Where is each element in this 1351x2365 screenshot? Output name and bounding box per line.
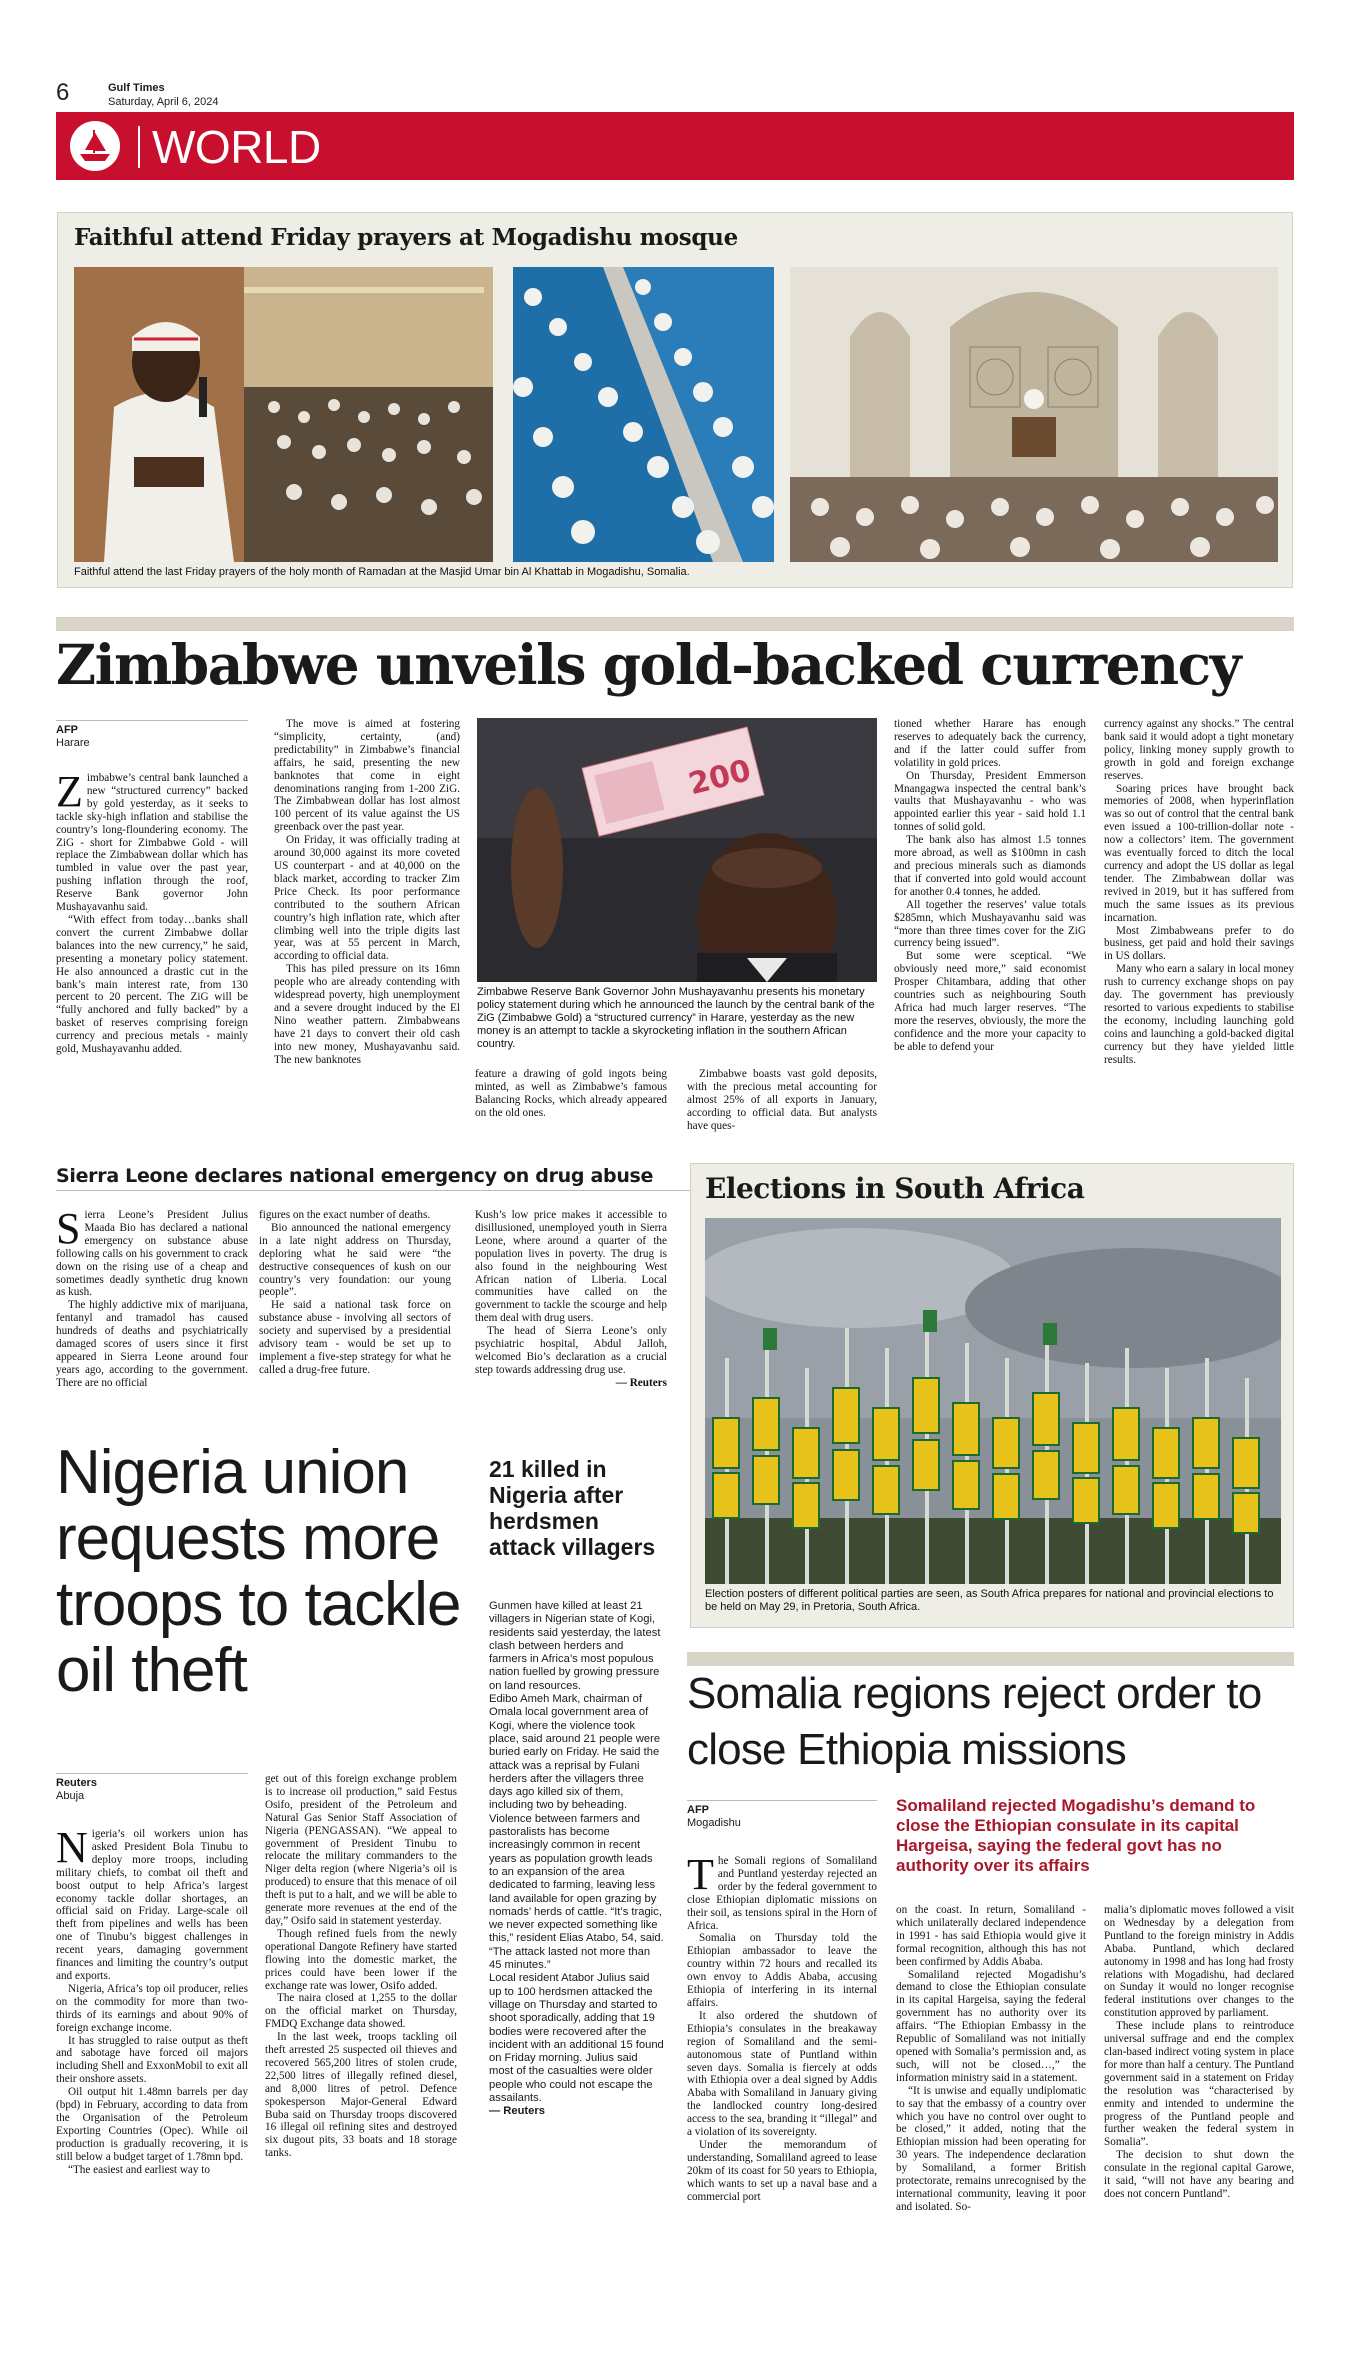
- sierra-signature: — Reuters: [615, 1376, 667, 1389]
- zimbabwe-top-rule: [56, 617, 1294, 631]
- sierra-col3: [475, 1209, 667, 1441]
- somalia-col2: [896, 1904, 1086, 2334]
- somalia-col3-p2: These include plans to reintroduce universal suffrage and end the complex clan-based indirect voting system in place for more than half a century. The Puntland government said in a statement on Friday the resolution was “characterised by enmity and intended to undermine the progress of the Puntland people and further weaken the federal system in Somalia”.: [1104, 2020, 1294, 2149]
- mogadishu-title: Faithful attend Friday prayers at Mogadishu mosque: [74, 224, 738, 251]
- zimbabwe-col5-p3: Most Zimbabweans prefer to do business, get paid and hold their savings in US dollars.: [1104, 924, 1294, 963]
- nigeria-oil-col1-p5: “The easiest and earliest way to: [68, 2163, 210, 2176]
- somalia-col2-p1: on the coast. In return, Somaliland - which unilaterally declared independence in 1991 - has said Ethiopia would give it formal recognition, although this has not been confirmed by Addis Ababa.: [896, 1904, 1086, 1968]
- zimbabwe-col3b-p1: Zimbabwe boasts vast gold deposits, with the precious metal accounting for almost 25% of all exports in January, according to official data. But analysts have ques-: [687, 1068, 877, 1132]
- kogi-p4: Local resident Atabor Julius said up to 100 herdsmen attacked the village on Thursday and started to shoot sporadically, adding that 19 bodies were recovered after the incident with an additional 15 found on Friday morning. Julius said most of the casualties were older people who could not escape the assailants.: [489, 1972, 664, 2104]
- zimbabwe-col1-p1: Zimbabwe’s central bank launched a new “structured currency” backed by gold yesterday, as it seeks to tackle sky-high inflation and stabilise the country’s long-floundering economy. The ZiG - short for Zimbabwe Gold - will replace the Zimbabwean dollar which has tumbled in value over the past year, pushing inflation through the roof, Reserve Bank governor John Mushayavanhu said.: [56, 772, 248, 914]
- kogi-body: [489, 1600, 664, 2335]
- nigeria-oil-col2-p1: get out of this foreign exchange problem is to increase oil production,” said Festus Osifo, president of the Petroleum and Natural Gas Senior Staff Association of Nigeria (PENGASSAN). “We appeal to government of President Tinubu to relocate the military commanders to the Niger delta region (where Nigeria’s oil is produced) to ensure that this menace of oil theft is put to a halt, and we will be able to generate more revenues at the end of the day,” Osifo said in statement yesterday.: [265, 1773, 457, 1927]
- section-banner: [56, 112, 1294, 180]
- zimbabwe-governor-photo: [477, 718, 877, 982]
- zimbabwe-col3a-p1: feature a drawing of gold ingots being minted, as well as Zimbabwe’s famous Balancing Rocks, which already appeared on the old ones.: [475, 1068, 667, 1119]
- zimbabwe-col5-p4: Many who earn a salary in local money rush to currency exchange shops on pay day. The government has previously resorted to various expedients to stabilise the economy, including launching gold coins and launching a gold-backed digital currency but they have yielded little results.: [1104, 963, 1294, 1066]
- zimbabwe-col4: [894, 718, 1086, 1180]
- zimbabwe-place: Harare: [56, 737, 90, 749]
- nigeria-oil-col2-p4: In the last week, troops tackling oil theft arrested 25 suspected oil thieves and recovered 565,200 litres of stolen crude, 22,500 litres of illegally refined diesel, and 8,000 litres of petrol. Defence spokesperson Major-General Edward Buba said on Thursday troops discovered 16 illegal oil refining sites and destroyed six dugout pits, 33 boats and 18 storage tanks.: [265, 2031, 457, 2160]
- zimbabwe-col4-p3: The bank also has almost 1.5 tonnes more abroad, as well as $100mn in cash and precious minerals such as diamonds that if converted into gold would account for another 0.4 tonnes, he added.: [894, 834, 1086, 898]
- somalia-col1: [687, 1855, 877, 2335]
- banner-divider: [138, 126, 140, 168]
- somalia-col1-p1: The Somali regions of Somaliland and Puntland yesterday rejected an order by the federal government to close Ethiopian diplomatic missions on their soil, as tensions spiral in the Horn of Africa.: [687, 1855, 877, 1932]
- sierra-headline: Sierra Leone declares national emergency on drug abuse: [56, 1162, 696, 1191]
- zimbabwe-col2: [274, 718, 460, 1176]
- zimbabwe-headline: Zimbabwe unveils gold-backed currency: [56, 632, 1241, 697]
- imam-photo: [74, 267, 493, 562]
- elections-title: Elections in South Africa: [705, 1172, 1085, 1205]
- elections-caption: Election posters of different political parties are seen, as South Africa prepares for national and provincial elections to be held on May 29, in Pretoria, South Africa.: [705, 1588, 1274, 1613]
- sierra-col2: [259, 1209, 451, 1439]
- zimbabwe-col4-p4: All together the reserves’ value totals $285mn, which Mushayavanhu said was “more than three times cover for the ZiG currency being issued”.: [894, 898, 1086, 950]
- somalia-headline: Somalia regions reject order to close Ethiopia missions: [687, 1669, 1262, 1774]
- zimbabwe-col2-p2: On Friday, it was officially trading at around 30,000 against its more coveted US counterpart - and at 40,000 on the black market, according to tracker Zim Price Check. Its poor performance contributed to the southern African country’s high inflation rate, which after climbing well into the triple digits last year, was at 55 percent in March, according to official data.: [274, 834, 460, 963]
- sierra-col3-p1: Kush’s low price makes it accessible to disillusioned, unemployed youth in Sierra Leone, where around a quarter of the population lives in poverty. The drug is also found in the neighbouring West African nation of Liberia. Local communities have called on the government to tackle the scourge and help them deal with drug users.: [475, 1209, 667, 1325]
- somalia-col1-p4: Under the memorandum of understanding, Somaliland agreed to lease 20km of its coast for 50 years to Ethiopia, which wants to set up a naval base and a commercial port: [687, 2138, 877, 2203]
- nigeria-oil-col2: [265, 1773, 457, 2331]
- zimbabwe-col4-p5: But some were sceptical. “We obviously need more,” said economist Prosper Chitambara, adding that other countries such as neighbouring South Africa had much larger reserves. “The more the reserves, obviously, the more the confidence and the more your capacity to be able to defend your: [894, 950, 1086, 1053]
- sierra-col3-p2: The head of Sierra Leone’s only psychiatric hospital, Abdul Jalloh, welcomed Bio’s declaration as a crucial step towards addressing drug use.: [475, 1325, 667, 1376]
- zimbabwe-byline: [56, 720, 248, 750]
- mosque-interior-photo: [790, 267, 1278, 562]
- zimbabwe-col5-p2: Soaring prices have brought back memories of 2008, when hyperinflation was so out of control that the central bank even issued a 100-trillion-dollar note - now a collectors’ item. The government was eventually forced to ditch the local currency and adopt the US dollar as legal tender. The Zimbabwean dollar was revived in 2019, but it has suffered from much the same issues as its previous incarnation.: [1104, 782, 1294, 924]
- zimbabwe-col2-p1: The move is aimed at fostering “simplicity, certainty, (and) predictability” in Zimbabwe’s financial affairs, he said, presenting the new banknotes that come in eight denominations ranging from 1-200 ZiG. The Zimbabwean dollar has lost almost 100 percent of its value against the US greenback over the past year.: [274, 718, 460, 834]
- banknote-value: 200: [685, 753, 755, 803]
- page-number: 6: [56, 79, 70, 106]
- somalia-col3: [1104, 1904, 1294, 2334]
- kogi-headline: 21 killed in Nigeria after herdsmen attack villagers: [489, 1456, 656, 1560]
- somalia-pullquote: Somaliland rejected Mogadishu’s demand to close the Ethiopian consulate in its capital Hargeisa, saying the federal govt has no authority over its affairs: [896, 1796, 1256, 1875]
- section-title: WORLD: [152, 121, 321, 173]
- mogadishu-photo-panel: [57, 212, 1293, 588]
- worshippers-rows-photo: [513, 267, 774, 562]
- zimbabwe-col2-p3: This has piled pressure on its 16mn people who are already contending with widespread poverty, high unemployment and a severe drought induced by the El Nino weather pattern. Zimbabweans have 21 days to convert their old cash into new money, Mushayavanhu said. The new banknotes: [274, 963, 460, 1066]
- nigeria-oil-col1-p4: Oil output hit 1.48mn barrels per day (bpd) in February, according to data from the Organisation of the Petroleum Exporting Countries (Opec). While oil production is gradually recovering, it is still below a budget target of 1.78mn bpd.: [56, 2086, 248, 2163]
- somalia-place: Mogadishu: [687, 1817, 741, 1829]
- sierra-col1-p1: Sierra Leone’s President Julius Maada Bio has declared a national emergency on substance abuse following calls on his government to crack down on the rising use of a cheap and sometimes deadly synthetic drug known as kush.: [56, 1209, 248, 1299]
- sierra-col1-p2: The highly addictive mix of marijuana, fentanyl and tramadol has caused hundreds of deaths and psychiatrically damaged scores of users since it first appeared in Sierra Leone around four years ago, according to the government. There are no official: [56, 1299, 248, 1389]
- kogi-signature: — Reuters: [489, 2105, 545, 2118]
- nigeria-oil-place: Abuja: [56, 1790, 85, 1802]
- kogi-p1: Gunmen have killed at least 21 villagers in Nigerian state of Kogi, residents said yesterday, the latest clash between herders and farmers in Africa’s most populous nation fuelled by growing pressure on land resources.: [489, 1600, 661, 1692]
- nigeria-oil-col1-p2: Nigeria, Africa’s top oil producer, relies on the commodity for more than two-thirds of its earnings and about 90% of foreign exchange income.: [56, 1982, 248, 2034]
- somalia-agency: AFP: [687, 1804, 709, 1816]
- issue-date: Saturday, April 6, 2024: [108, 96, 219, 108]
- sierra-col2-p3: He said a national task force on substance abuse - involving all sectors of society and supervised by a presidential advisory team - would be set up to implement a five-step strategy for what he called a drug-free future.: [259, 1299, 451, 1376]
- somalia-col1-p2: Somalia on Thursday told the Ethiopian ambassador to leave the country within 72 hours and recalled its own envoy to Addis Ababa, accusing Ethiopia of interfering in its internal affairs.: [687, 1932, 877, 2009]
- nigeria-oil-col1-p3: It has struggled to raise output as theft and sabotage have forced oil majors including Shell and ExxonMobil to exit all their onshore assets.: [56, 2034, 248, 2086]
- elections-panel: [690, 1163, 1294, 1628]
- somalia-col2-p3: “It is unwise and equally undiplomatic to say that the embassy of a country over which you have no control over ought to be closed,” it added, noting that the Ethiopian mission had been operating for 30 years. The independence declaration by Somaliland, a former British protectorate, remains unrecognised by the international community, leaving it poor and isolated. So-: [896, 2084, 1086, 2213]
- paper-name: Gulf Times: [108, 82, 165, 94]
- kogi-p3: Violence between farmers and pastoralists has become increasingly common in recent years as population growth leads to an expansion of the area dedicated to farming, leaving less land available for open grazing by nomads’ herds of cattle. “It’s tragic, we never expected something like this,” resident Elias Atabo, 54, said. “The attack lasted not more than 45 minutes.”: [489, 1812, 664, 1972]
- nigeria-oil-col1: [56, 1828, 248, 2332]
- nigeria-oil-col2-p2: Though refined fuels from the newly operational Dangote Refinery have started flowing into the domestic market, the prices could have been lower if the exchange rate was lower, Osifo added.: [265, 1927, 457, 1992]
- nigeria-oil-agency: Reuters: [56, 1777, 97, 1789]
- sierra-col2-p2: Bio announced the national emergency in a late night address on Thursday, deploring what he said were “the destructive consequences of kush on our country’s very foundation: our young people”.: [259, 1221, 451, 1299]
- zimbabwe-col1: [56, 772, 248, 1172]
- zimbabwe-agency: AFP: [56, 724, 78, 736]
- somalia-top-rule: [687, 1652, 1294, 1666]
- nigeria-oil-col2-p3: The naira closed at 1,255 to the dollar on the official market on Thursday, FMDQ Exchange data showed.: [265, 1992, 457, 2031]
- mogadishu-caption: Faithful attend the last Friday prayers of the holy month of Ramadan at the Masjid Umar bin Al Khattab in Mogadishu, Somalia.: [74, 566, 690, 578]
- zimbabwe-col5: [1104, 718, 1294, 1180]
- election-posters-photo: [705, 1218, 1281, 1584]
- zimbabwe-col4-p1: tioned whether Harare has enough reserves to adequately back the currency, and if the latter could suffer from volatility in gold prices.: [894, 718, 1086, 769]
- somalia-col1-p3: It also ordered the shutdown of Ethiopia’s consulates in the breakaway region of Somaliland and the semi-autonomous state of Puntland within seven days. Somalia is fiercely at odds with Ethiopia over a deal signed by Addis Ababa with Somaliland in January giving the landlocked country long-desired access to the sea, branding it “illegal” and a violation of its sovereignty.: [687, 2009, 877, 2139]
- sierra-col1: [56, 1209, 248, 1439]
- nigeria-oil-col1-p1: Nigeria’s oil workers union has asked President Bola Tinubu to deploy more troops, including military chiefs, to combat oil theft and boost output to help Africa’s largest economy tackle dollar shortages, an official said on Friday. Large-scale oil theft from pipelines and wells has been one of Tinubu’s biggest challenges in recent years, damaging government finances and limiting the country’s output and exports.: [56, 1828, 248, 1982]
- somalia-col3-p3: The decision to shut down the consulate in the regional capital Garowe, it said, “will not have any bearing and does not concern Puntland”.: [1104, 2149, 1294, 2200]
- somalia-col2-p2: Somaliland rejected Mogadishu’s demand to close the Ethiopian consulate in its capital Hargeisa, saying the federal government has no authority over its affairs. “The Ethiopian Embassy in the Republic of Somaliland was not initially opened with Somalia’s permission and, as such, will not be closed…,” the information ministry said in a statement.: [896, 1968, 1086, 2084]
- dhow-logo-icon: [70, 121, 120, 171]
- zimbabwe-col1-p2: “With effect from today…banks shall convert the current Zimbabwe dollar balances into the new currency,” he said, presenting a monetary policy statement. He also announced a drastic cut in the bank’s main interest rate, from 130 percent to 20 percent. The ZiG will be “fully anchored and fully backed” by a basket of reserves comprising foreign currency and precious metals - mainly gold, Mushayavanhu added.: [56, 913, 248, 1056]
- zimbabwe-col4-p2: On Thursday, President Emmerson Mnangagwa inspected the central bank’s vaults that Mushayavanhu - who was appointed earlier this year - said hold 1.1 tonnes of solid gold.: [894, 769, 1086, 834]
- sierra-col2-p1: figures on the exact number of deaths.: [259, 1209, 431, 1221]
- nigeria-oil-headline: Nigeria union requests more troops to tackle oil theft: [56, 1438, 461, 1705]
- somalia-byline: [687, 1800, 877, 1830]
- zimbabwe-photo-caption: Zimbabwe Reserve Bank Governor John Mushayavanhu presents his monetary policy statement during which he announced the launch by the central bank of the ZiG (Zimbabwe Gold) a “structured currency” in Harare, yesterday as the new money is an attempt to tackle a skyrocketing inflation in the southern African country.: [477, 986, 875, 1050]
- zimbabwe-col5-p1: currency against any shocks.” The central bank said it would adopt a tight monetary policy, linking money supply growth to growth in gold and foreign exchange reserves.: [1104, 718, 1294, 782]
- nigeria-oil-byline: [56, 1773, 248, 1803]
- somalia-col3-p1: malia’s diplomatic moves followed a visit on Wednesday by a delegation from Puntland to the foreign ministry in Addis Ababa. Puntland, which declared autonomy in 1998 and has long had frosty relations with Mogadishu, had declared on Sunday it would no longer recognise federal institutions over changes to the constitution approved by parliament.: [1104, 1904, 1294, 2020]
- kogi-p2: Edibo Ameh Mark, chairman of Omala local government area of Kogi, where the violence took place, said around 21 people were buried early on Friday. He said the attack was a reprisal by Fulani herders after the villagers three days ago killed six of them, including two by beheading.: [489, 1693, 661, 1812]
